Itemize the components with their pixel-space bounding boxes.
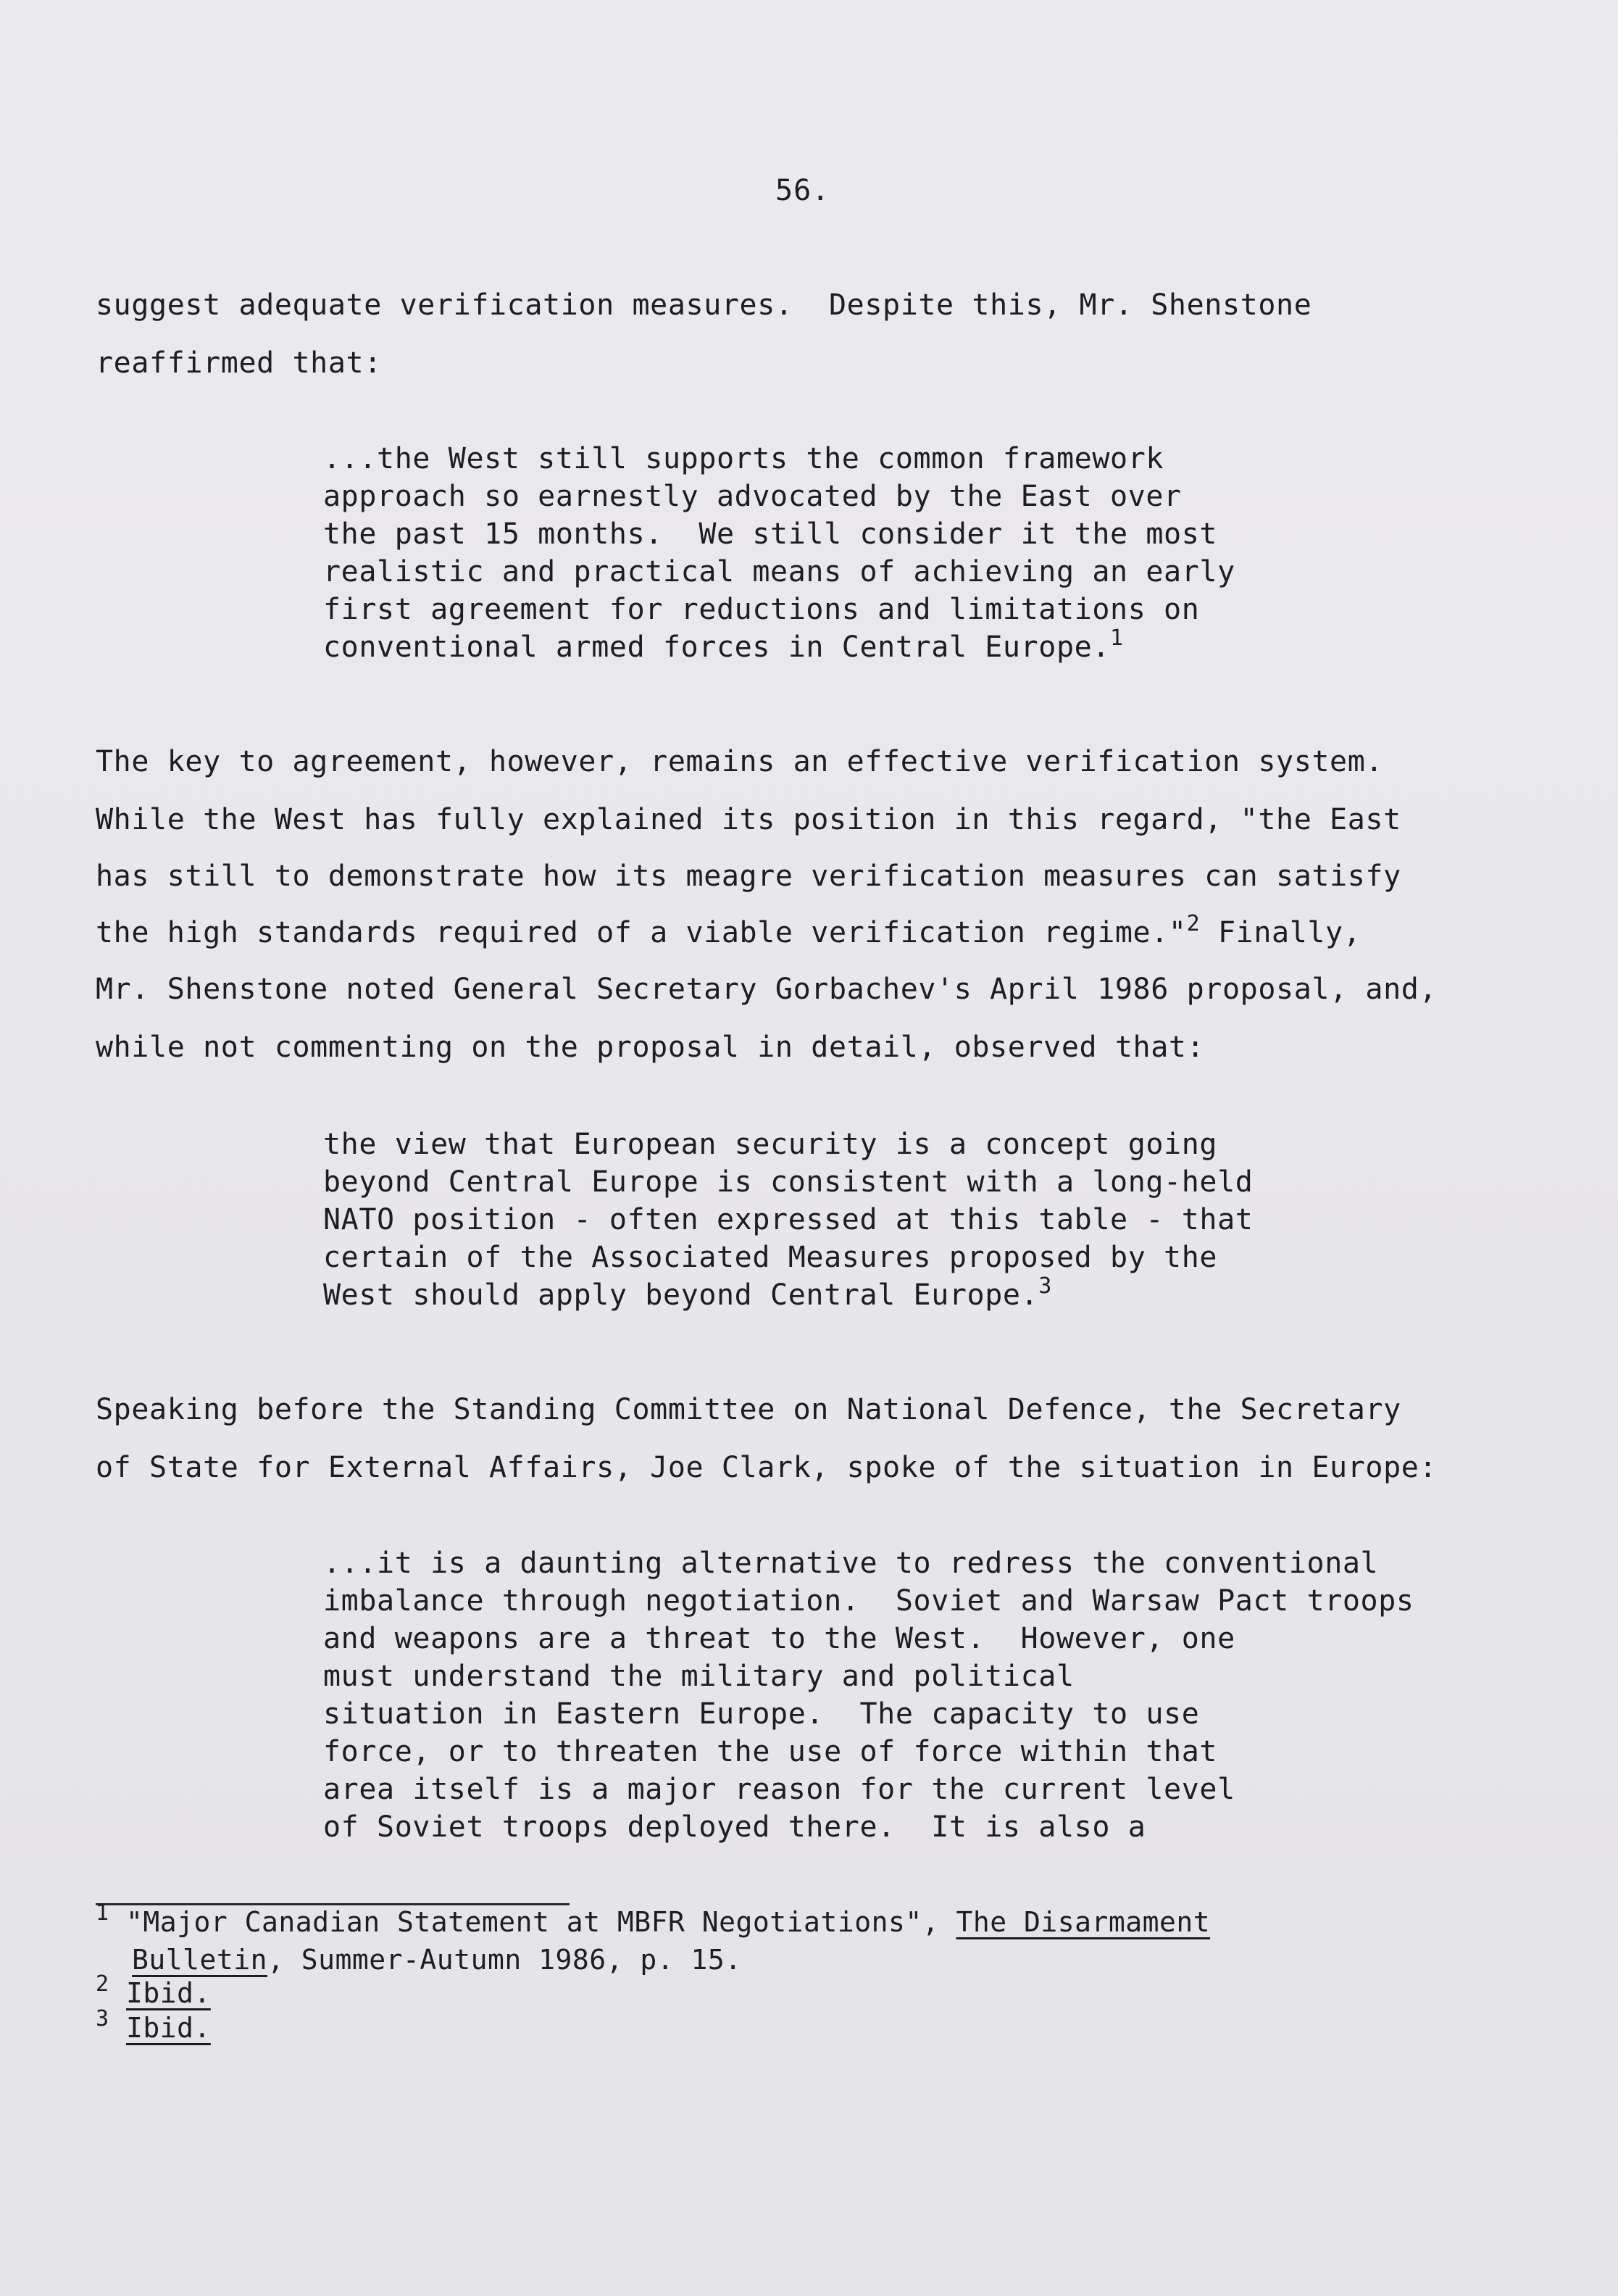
footnote-1-title-cont: Bulletin xyxy=(132,1944,268,1976)
paragraph3-line: Speaking before the Standing Committee on National Defence, the Secretary xyxy=(96,1393,1401,1426)
quote1-line: first agreement for reductions and limitations on xyxy=(323,593,1200,626)
paragraph2-line: The key to agreement, however, remains an effective verification system. xyxy=(96,745,1384,778)
footnote-1-cont xyxy=(132,1944,742,1976)
quote3-line: area itself is a major reason for the current level xyxy=(323,1773,1235,1806)
quote3-line: situation in Eastern Europe. The capacity to use xyxy=(323,1697,1200,1731)
quote3-line: must understand the military and political xyxy=(323,1660,1075,1693)
quote2-line: NATO position - often expressed at this table - that xyxy=(323,1203,1254,1236)
paragraph2-line: while not commenting on the proposal in detail, observed that: xyxy=(96,1031,1205,1064)
quote2-last-text: West should apply beyond Central Europe. xyxy=(323,1278,1039,1312)
footnote-3 xyxy=(96,2006,211,2044)
footnote-ref-2: 2 xyxy=(1186,911,1201,936)
quote3-line: of Soviet troops deployed there. It is also a xyxy=(323,1810,1146,1844)
quote1-line: realistic and practical means of achieving an early xyxy=(323,555,1235,588)
quote1-line xyxy=(323,625,1124,664)
page-number: 56. xyxy=(775,174,830,207)
footnote-3-number: 3 xyxy=(96,2006,109,2031)
paragraph3-line: of State for External Affairs, Joe Clark, spoke of the situation in Europe: xyxy=(96,1451,1438,1484)
footnote-1 xyxy=(96,1900,1211,1938)
quote1-line: ...the West still supports the common framework xyxy=(323,442,1164,475)
footnote-rule xyxy=(96,1903,570,1905)
paragraph1-line: suggest adequate verification measures. Despite this, Mr. Shenstone xyxy=(96,288,1312,322)
paragraph2-line-text: the high standards required of a viable verification regime." xyxy=(96,916,1187,949)
quote2-line: certain of the Associated Measures proposed by the xyxy=(323,1241,1218,1274)
footnote-1-number: 1 xyxy=(96,1900,109,1926)
footnote-2 xyxy=(96,1971,211,2009)
paragraph2-line: Mr. Shenstone noted General Secretary Gorbachev's April 1986 proposal, and, xyxy=(96,973,1438,1006)
quote1-line: the past 15 months. We still consider it the most xyxy=(323,517,1218,551)
footnote-ref-3: 3 xyxy=(1038,1273,1052,1299)
paragraph2-line xyxy=(96,911,1361,949)
footnote-1-title: The Disarmament xyxy=(956,1906,1211,1938)
quote3-line: imbalance through negotiation. Soviet and Warsaw Pact troops xyxy=(323,1584,1414,1618)
quote3-line: ...it is a daunting alternative to redress the conventional xyxy=(323,1547,1379,1580)
paragraph2-line: has still to demonstrate how its meagre verification measures can satisfy xyxy=(96,860,1401,893)
quote2-line xyxy=(323,1273,1052,1312)
paragraph1-line: reaffirmed that: xyxy=(96,346,382,380)
quote3-line: and weapons are a threat to the West. However, one xyxy=(323,1622,1235,1655)
footnote-ref-1: 1 xyxy=(1110,625,1124,651)
quote2-line: beyond Central Europe is consistent with a long-held xyxy=(323,1165,1254,1199)
quote3-line: force, or to threaten the use of force within that xyxy=(323,1735,1218,1768)
paragraph2-line-tail: Finally, xyxy=(1200,916,1361,949)
paragraph2-line: While the West has fully explained its position in this regard, "the East xyxy=(96,803,1401,836)
footnote-1-rest: , Summer-Autumn 1986, p. 15. xyxy=(267,1944,742,1976)
quote1-last-text: conventional armed forces in Central Europe. xyxy=(323,631,1111,664)
quote2-line: the view that European security is a concept going xyxy=(323,1128,1218,1161)
footnote-2-text: Ibid. xyxy=(125,1977,211,2009)
footnote-3-text: Ibid. xyxy=(125,2012,211,2044)
quote1-line: approach so earnestly advocated by the East over xyxy=(323,480,1182,513)
footnote-2-number: 2 xyxy=(96,1971,109,1997)
footnote-1-text: "Major Canadian Statement at MBFR Negotiations", xyxy=(109,1906,956,1938)
